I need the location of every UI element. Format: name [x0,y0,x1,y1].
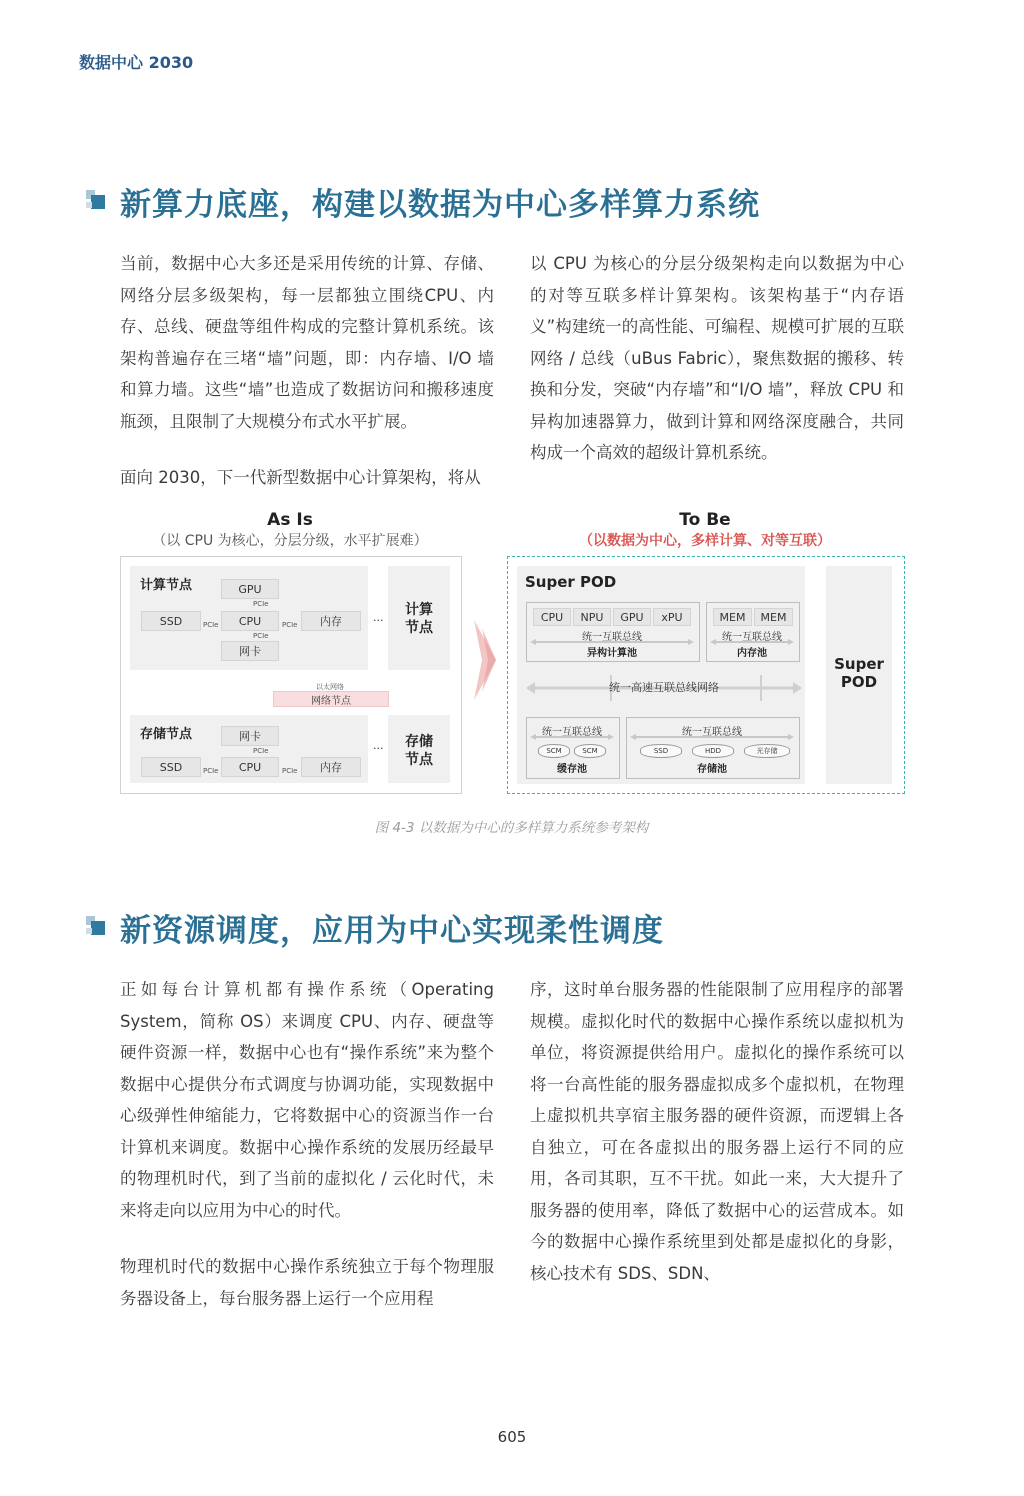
memory-box: 内存 [301,611,361,631]
section-title: 新算力底座，构建以数据为中心多样算力系统 [120,186,760,223]
pcie-label: PCIe [282,621,298,629]
paragraph: 以 CPU 为核心的分层分级架构走向以数据为中心的对等互联多样计算架构。该架构基于“内存语义”构建统一的高性能、可编程、规模可扩展的互联网络 / 总线（uBus Fabric），聚焦数据的搬移、转换和分发，突破“内存墙”和“I/O 墙”，释放 CPU 和异构加速器算力，做到计算和网络深度融合，共同构成一个高效的超级计算机系统。 [530,254,904,462]
paragraph: 物理机时代的数据中心操作系统独立于每个物理服务器设备上，每台服务器上运行一个应用程 [120,1257,494,1308]
to-be-title: To Be [679,510,731,530]
pcie-label: PCIe [253,600,269,608]
section-heading [86,181,760,221]
as-is-panel [120,556,462,794]
optical-storage-icon: 光存储 [744,744,790,758]
paragraph: 正如每台计算机都有操作系统（Operating System，简称 OS）来调度 CPU、内存、硬盘等硬件资源一样，数据中心也有“操作系统”来为整个数据中心提供分布式调度与协调功能，实现数据中心级弹性伸缩能力，它将数据中心的资源当作一台计算机来调度。数据中心操作系统的发展历经最早的物理机时代，到了当前的虚拟化 / 云化时代，未来将走向以应用为中心的时代。 [120,980,494,1220]
compute-node-side-label: 计算 节点 [405,602,433,636]
section1-left-column [120,248,494,494]
bus-label: 统一互联总线 [682,727,742,738]
mem-chip: MEM [713,608,752,626]
compute-node-label: 计算节点 [140,578,193,593]
paragraph: 面向 2030，下一代新型数据中心计算架构，将从 [120,468,481,487]
section-title: 新资源调度，应用为中心实现柔性调度 [120,912,664,949]
to-be-panel [507,556,905,794]
paragraph: 当前，数据中心大多还是采用传统的计算、存储、网络分层多级架构，每一层都独立围绕CPU、内存、总线、硬盘等组件构成的完整计算机系统。该架构普遍存在三堵“墙”问题，即：内存墙、I/O 墙和算力墙。这些“墙”也造成了数据访问和搬移速度瓶颈，且限制了大规模分布式水平扩展。 [120,254,494,431]
page-number: 605 [497,1428,527,1446]
network-node-box: 网络节点 [273,691,389,707]
to-be-subtitle: （以数据为中心，多样计算、对等互联） [579,533,831,549]
bus-arrow-icon [530,734,614,740]
nic-box: 网卡 [221,726,279,746]
network-bus-label: 统一高速互联总线网络 [609,681,719,694]
section2-right-column [530,974,904,1289]
paragraph: 序，这时单台服务器的性能限制了应用程序的部署规模。虚拟化时代的数据中心操作系统以虚拟机为单位，将资源提供给用户。虚拟化的操作系统可以将一台高性能的服务器虚拟成多个虚拟机，在物理上虚拟机共享宿主服务器的硬件资源，而逻辑上各自独立，可在各虚拟出的服务器上运行不同的应用，各司其职，互不干扰。如此一来，大大提升了服务器的使用率，降低了数据中心的运营成本。如今的数据中心操作系统里到处都是虚拟化的身影，核心技术有 SDS、SDN、 [530,980,904,1283]
section1-right-column [530,248,904,469]
nic-box: 网卡 [221,641,279,661]
storage-node-side-label: 存储 节点 [405,734,433,768]
ssd-disk-icon: SSD [640,744,682,758]
bus-label: 统一互联总线 [542,727,602,738]
as-is-title: As Is [267,510,313,530]
running-header: 数据中心 2030 [79,53,194,72]
hdd-disk-icon: HDD [692,744,734,758]
pcie-label: PCIe [282,767,298,775]
ellipsis: ··· [373,614,384,627]
npu-chip: NPU [573,608,611,626]
transition-arrow-icon [470,620,500,700]
ethernet-label: 以太网络 [316,683,344,691]
section-heading [86,907,664,947]
ssd-box: SSD [141,611,201,631]
gpu-box: GPU [221,579,279,599]
super-pod-label: Super POD [525,573,617,591]
mem-chip: MEM [754,608,793,626]
pcie-label: PCIe [253,632,269,640]
memory-pool-label: 内存池 [737,648,767,659]
storage-node-label: 存储节点 [140,727,193,742]
xpu-chip: xPU [653,608,691,626]
cpu-box: CPU [221,611,279,631]
pcie-label: PCIe [203,767,219,775]
section-marker-icon [86,916,108,938]
bus-label: 统一互联总线 [582,632,642,643]
as-is-subtitle: （以 CPU 为核心，分层分级，水平扩展难） [152,533,428,549]
figure-caption: 图 4-3 以数据为中心的多样算力系统参考架构 [374,820,649,836]
cache-pool-label: 缓存池 [557,764,587,775]
gpu-chip: GPU [613,608,651,626]
bus-arrow-icon [630,734,794,740]
cpu-box: CPU [221,757,279,777]
hetero-pool-label: 异构计算池 [587,648,637,659]
ellipsis: ··· [373,742,384,755]
scm-disk-icon: SCM [574,744,606,758]
scm-disk-icon: SCM [538,744,570,758]
pcie-label: PCIe [203,621,219,629]
ssd-box: SSD [141,757,201,777]
storage-pool-label: 存储池 [697,764,727,775]
cpu-chip: CPU [533,608,571,626]
pcie-label: PCIe [253,747,269,755]
memory-box: 内存 [301,757,361,777]
section2-left-column [120,974,494,1314]
side-super-pod-label: Super POD [834,655,884,691]
bus-label: 统一互联总线 [722,632,782,643]
section-marker-icon [86,190,108,212]
